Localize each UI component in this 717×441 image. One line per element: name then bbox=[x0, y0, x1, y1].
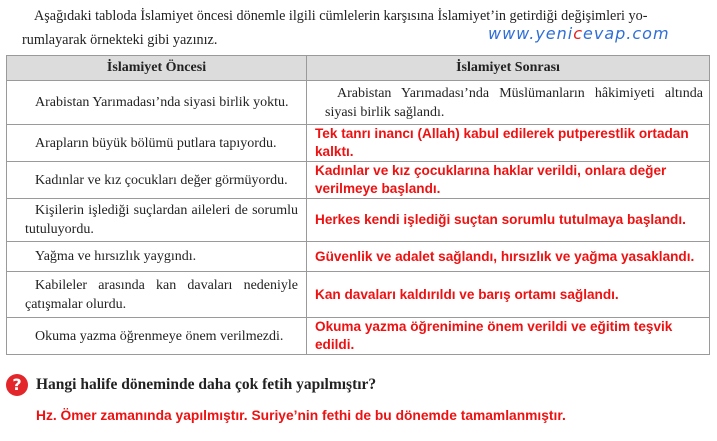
answer-cell: Okuma yazma öğrenimine önem verildi ve eğitim teşvik edildi. bbox=[315, 319, 673, 352]
instruction-line-2: rumlayarak örnekteki gibi yazınız. bbox=[22, 32, 218, 48]
before-cell: Yağma ve hırsızlık yaygındı. bbox=[7, 242, 307, 272]
before-cell: Arapların büyük bölümü putlara tapıyordu. bbox=[7, 125, 307, 162]
table-row bbox=[7, 162, 710, 199]
header-after: İslamiyet Sonrası bbox=[307, 56, 710, 81]
site-watermark: www.yenicevap.com bbox=[488, 24, 670, 43]
table-header-row bbox=[7, 56, 710, 81]
before-cell: Arabistan Yarımadası’nda siyasi birlik yoktu. bbox=[7, 81, 307, 125]
table-row bbox=[7, 199, 710, 242]
before-cell: Kadınlar ve kız çocukları değer görmüyordu. bbox=[7, 162, 307, 199]
example-answer: Arabistan Yarımadası’nda Müslümanların hâkimiyeti altında siyasi birlik sağlandı. bbox=[325, 85, 703, 120]
table-row bbox=[7, 272, 710, 318]
before-cell: Kabileler arasında kan davaları nedeniyle çatışmalar olurdu. bbox=[7, 272, 307, 318]
header-before: İslamiyet Öncesi bbox=[7, 56, 307, 81]
table-row bbox=[7, 81, 710, 125]
table-row bbox=[7, 242, 710, 272]
answer-cell: Kadınlar ve kız çocuklarına haklar verildi, onlara değer verilmeye başlandı. bbox=[315, 163, 667, 196]
answer-cell: Herkes kendi işlediği suçtan sorumlu tutulmaya başlandı. bbox=[315, 212, 686, 227]
answer-cell: Güvenlik ve adalet sağlandı, hırsızlık ve yağma yasaklandı. bbox=[315, 248, 695, 264]
comparison-table bbox=[6, 55, 710, 355]
table-row bbox=[7, 318, 710, 355]
before-cell: Okuma yazma öğrenmeye önem verilmezdi. bbox=[7, 318, 307, 355]
instruction-line-1: Aşağıdaki tabloda İslamiyet öncesi dönemle ilgili cümlelerin karşısına İslamiyet’in getirdiği değişimleri yo- bbox=[34, 8, 648, 24]
answer-cell: Tek tanrı inancı (Allah) kabul edilerek putperestlik ortadan kalktı. bbox=[315, 126, 689, 159]
before-cell: Kişilerin işlediği suçlardan aileleri de sorumlu tutuluyordu. bbox=[7, 199, 307, 242]
question-mark-icon: ? bbox=[6, 374, 28, 396]
answer-text: Hz. Ömer zamanında yapılmıştır. Suriye’nin fethi de bu dönemde tamamlanmıştır. bbox=[36, 408, 566, 423]
table-row bbox=[7, 125, 710, 162]
answer-cell: Kan davaları kaldırıldı ve barış ortamı sağlandı. bbox=[315, 286, 619, 302]
question-text: Hangi halife döneminde daha çok fetih yapılmıştır? bbox=[36, 376, 377, 393]
